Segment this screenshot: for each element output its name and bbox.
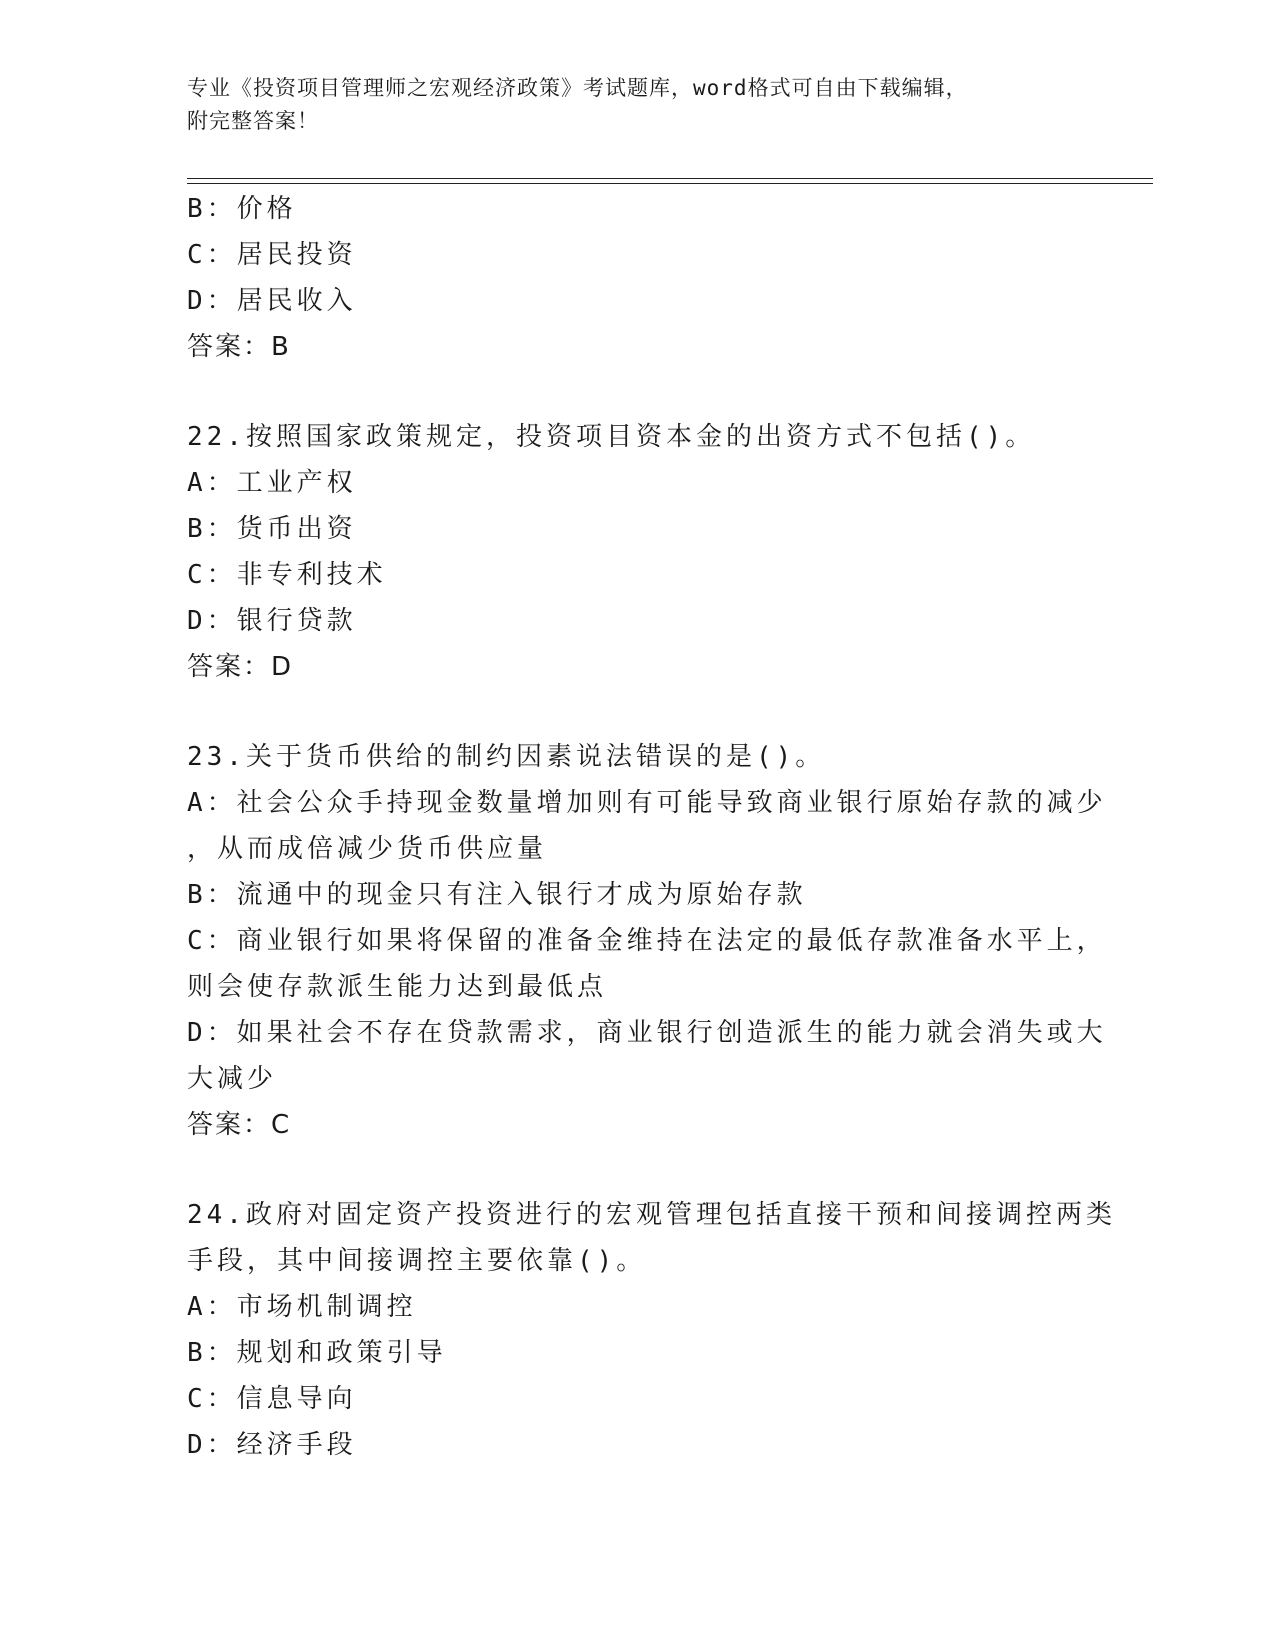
- question-23: [187, 734, 1107, 1148]
- q23-option-d-line-1: D：如果社会不存在贷款需求，商业银行创造派生的能力就会消失或大: [187, 1018, 1107, 1048]
- q23-question: 23.关于货币供给的制约因素说法错误的是()。: [187, 742, 826, 772]
- spacer: [187, 1148, 1087, 1192]
- q23-option-c-line-1: C：商业银行如果将保留的准备金维持在法定的最低存款准备水平上，: [187, 926, 1107, 956]
- q22-question: 22.按照国家政策规定，投资项目资本金的出资方式不包括()。: [187, 422, 1036, 452]
- q23-option-c-line-2: 则会使存款派生能力达到最低点: [187, 972, 608, 1002]
- question-24: [187, 1192, 1116, 1468]
- q24-question-line-2: 手段，其中间接调控主要依靠()。: [187, 1246, 647, 1276]
- q21-option-b: B：价格: [187, 194, 297, 224]
- spacer: [187, 690, 1087, 734]
- q23-option-a-line-2: ，从而成倍减少货币供应量: [187, 834, 548, 864]
- question-list: [187, 186, 1116, 1468]
- q23-option-d-line-2: 大减少: [187, 1064, 278, 1094]
- q22-option-b: B：货币出资: [187, 514, 357, 544]
- header-line-2: 附完整答案！: [187, 109, 319, 133]
- q22-option-c: C：非专利技术: [187, 560, 387, 590]
- q21-option-c: C：居民投资: [187, 240, 357, 270]
- q22-answer: 答案：D: [187, 652, 294, 682]
- q23-option-b: B：流通中的现金只有注入银行才成为原始存款: [187, 880, 807, 910]
- question-22: [187, 414, 1087, 690]
- q24-option-d: D：经济手段: [187, 1430, 357, 1460]
- q21-answer: 答案：B: [187, 332, 291, 362]
- q21-option-d: D：居民收入: [187, 286, 357, 316]
- question-21-partial: [187, 186, 1087, 370]
- q24-option-c: C：信息导向: [187, 1384, 357, 1414]
- q22-option-d: D：银行贷款: [187, 606, 357, 636]
- q24-option-b: B：规划和政策引导: [187, 1338, 447, 1368]
- spacer: [187, 370, 1087, 414]
- q23-option-a-line-1: A：社会公众手持现金数量增加则有可能导致商业银行原始存款的减少: [187, 788, 1107, 818]
- q22-option-a: A：工业产权: [187, 468, 357, 498]
- header-divider: [187, 178, 1153, 184]
- header-line-1: 专业《投资项目管理师之宏观经济政策》考试题库，word格式可自由下载编辑，: [187, 76, 968, 100]
- q24-question-line-1: 24.政府对固定资产投资进行的宏观管理包括直接干预和间接调控两类: [187, 1200, 1116, 1230]
- document-header: [187, 72, 1067, 138]
- q23-answer: 答案：C: [187, 1110, 292, 1140]
- q24-option-a: A：市场机制调控: [187, 1292, 417, 1322]
